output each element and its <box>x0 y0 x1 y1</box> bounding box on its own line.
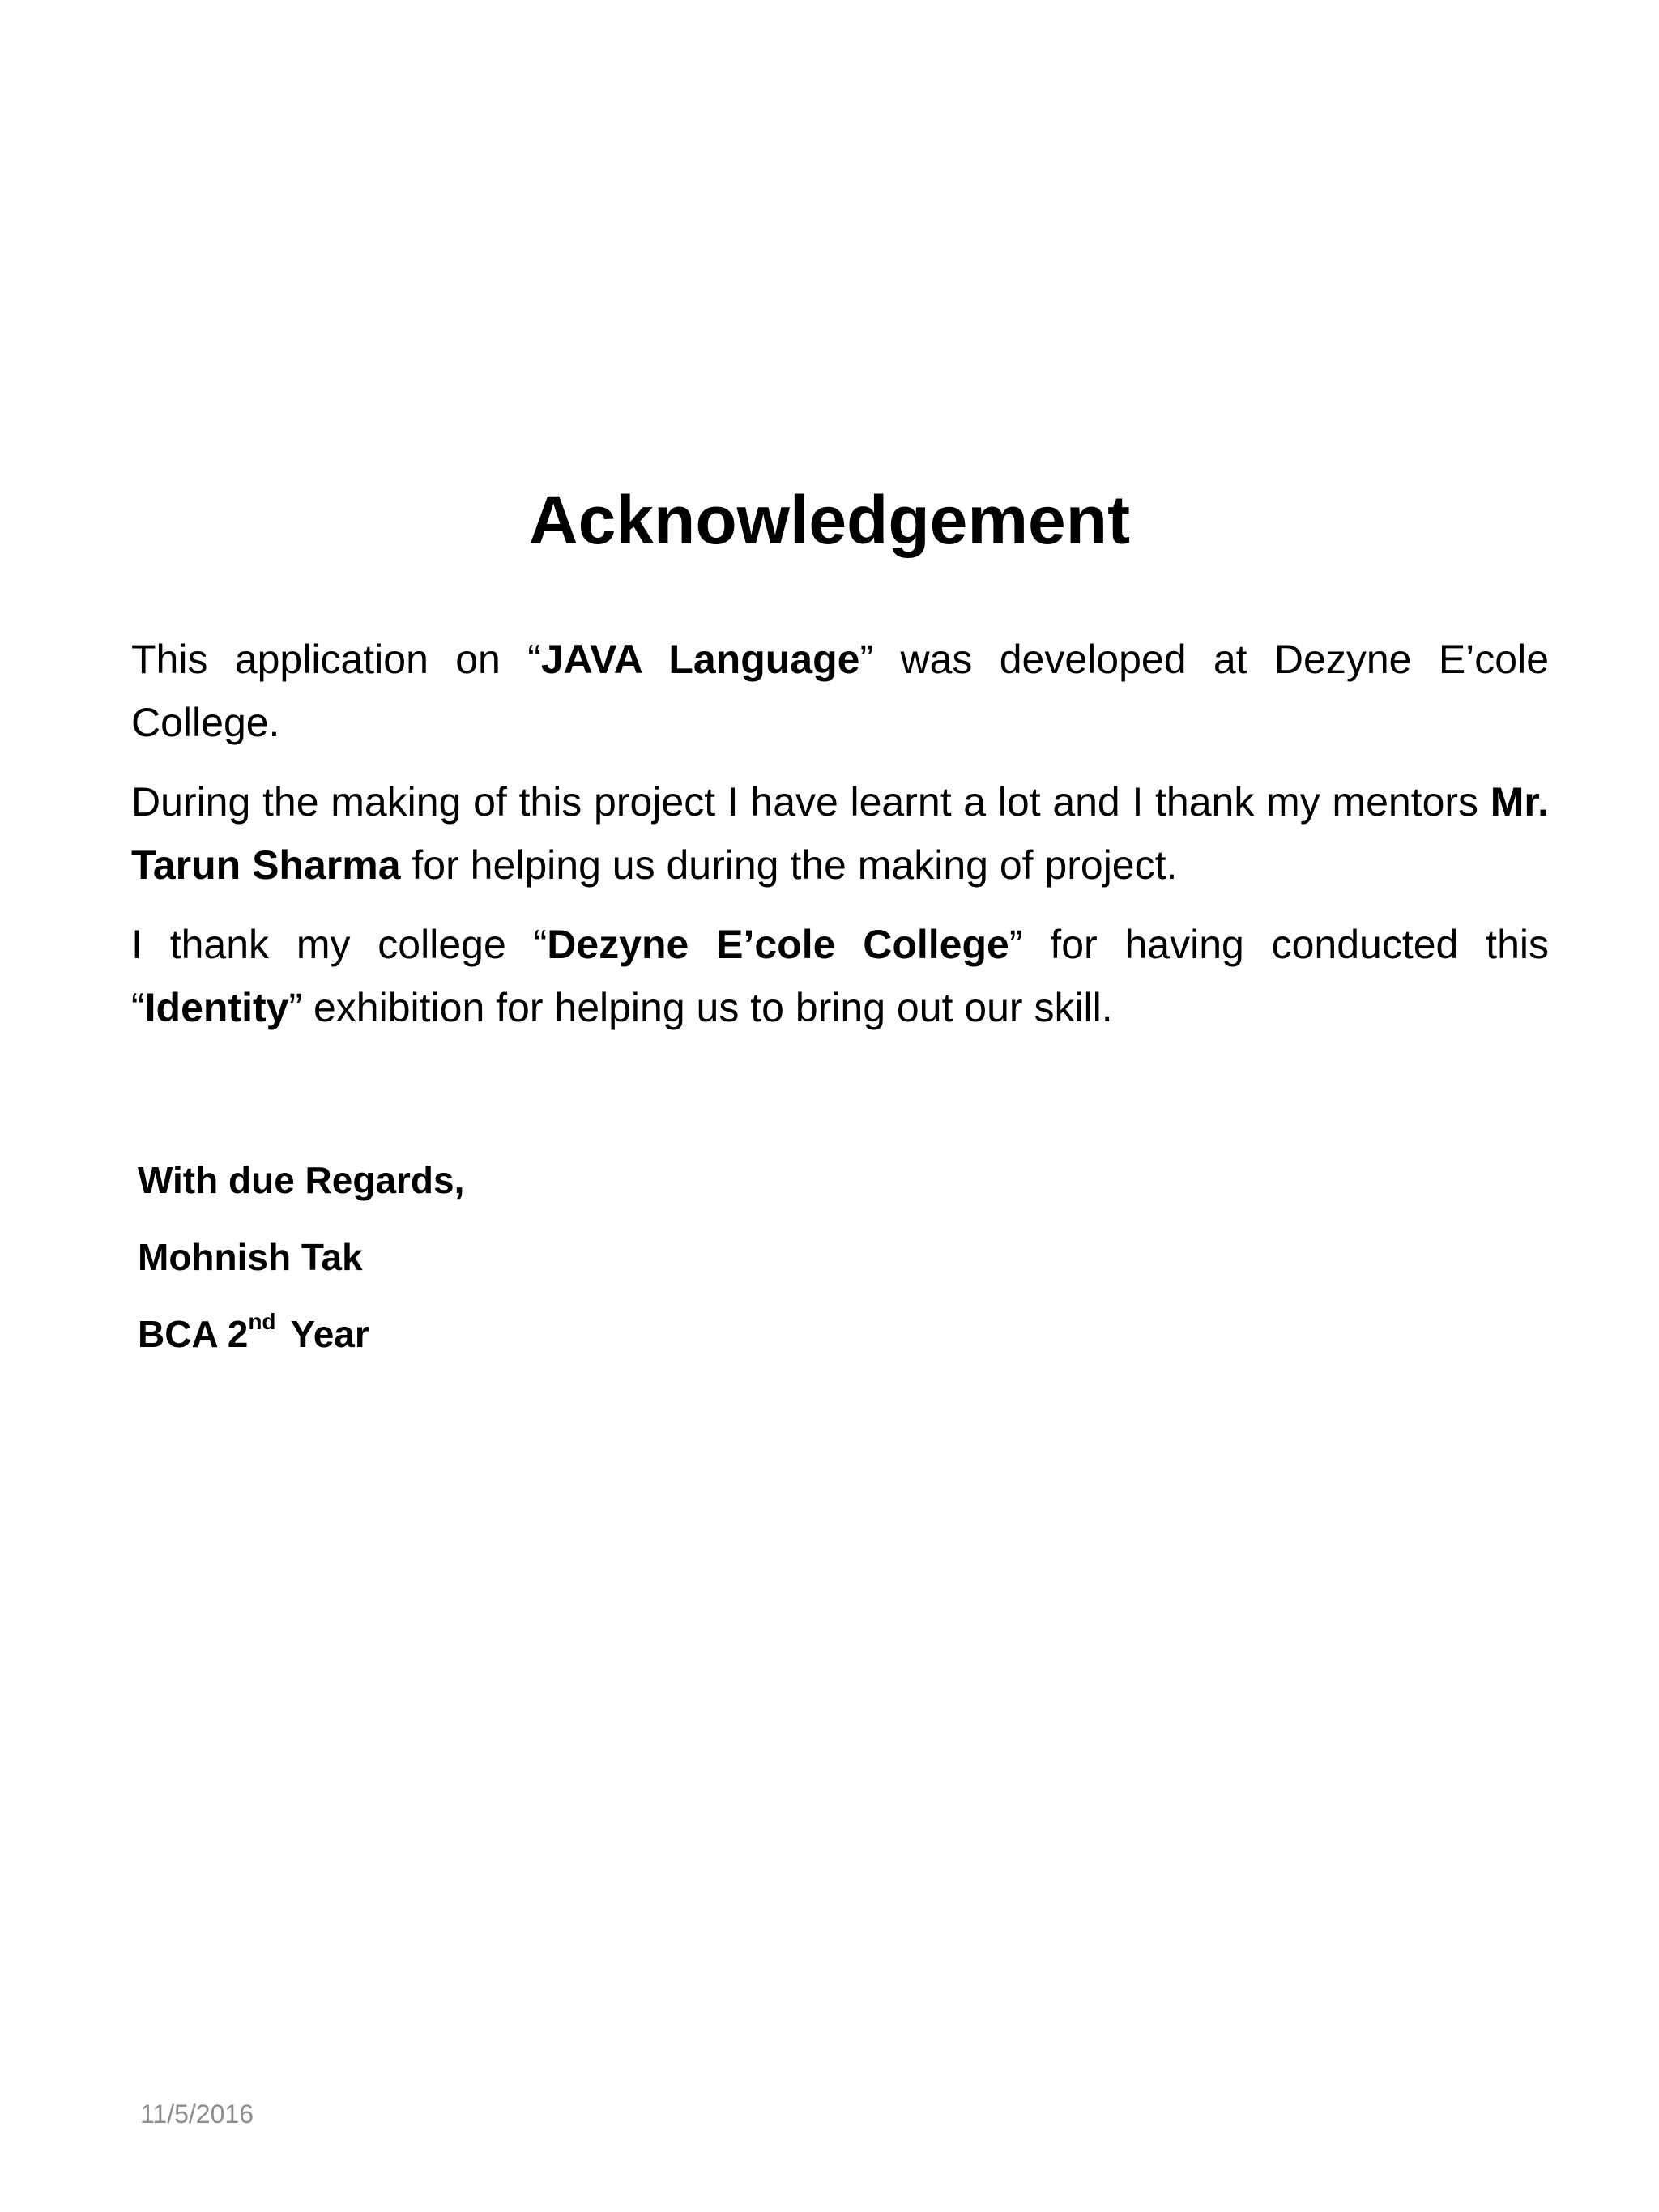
course-suffix: Year <box>290 1313 369 1355</box>
text-segment: This application on “ <box>131 637 541 682</box>
course-superscript: nd <box>248 1309 276 1334</box>
text-segment: for helping us during the making of project. <box>400 842 1178 888</box>
paragraph-college-thanks <box>131 913 1549 1039</box>
signature-name: Mohnish Tak <box>138 1236 363 1278</box>
highlight-exhibition-name: Identity <box>144 985 289 1030</box>
signature-closing: With due Regards, <box>138 1159 465 1201</box>
page-title: Acknowledgement <box>528 482 1131 558</box>
text-segment: I thank my college “ <box>131 922 548 967</box>
text-segment: ” was developed at Dezyne E’cole College. <box>131 637 1550 745</box>
text-segment: ” exhibition for helping us to bring out our skill. <box>288 985 1113 1030</box>
highlight-java-language: JAVA Language <box>540 637 860 682</box>
footer-date: 11/5/2016 <box>140 2099 254 2129</box>
paragraph-mentor-thanks <box>131 770 1549 897</box>
highlight-college-name: Dezyne E’cole College <box>547 922 1009 967</box>
course-prefix: BCA 2 <box>138 1313 249 1355</box>
highlight-mentor-name: Mr. Tarun Sharma <box>131 779 1549 888</box>
text-segment: ” for having conducted this “ <box>131 922 1549 1030</box>
signature-block <box>138 1142 464 1373</box>
acknowledgement-body <box>131 628 1549 1055</box>
paragraph-application <box>131 628 1549 754</box>
text-segment: During the making of this project I have learnt a lot and I thank my mentors <box>131 779 1491 825</box>
signature-course <box>138 1296 464 1373</box>
